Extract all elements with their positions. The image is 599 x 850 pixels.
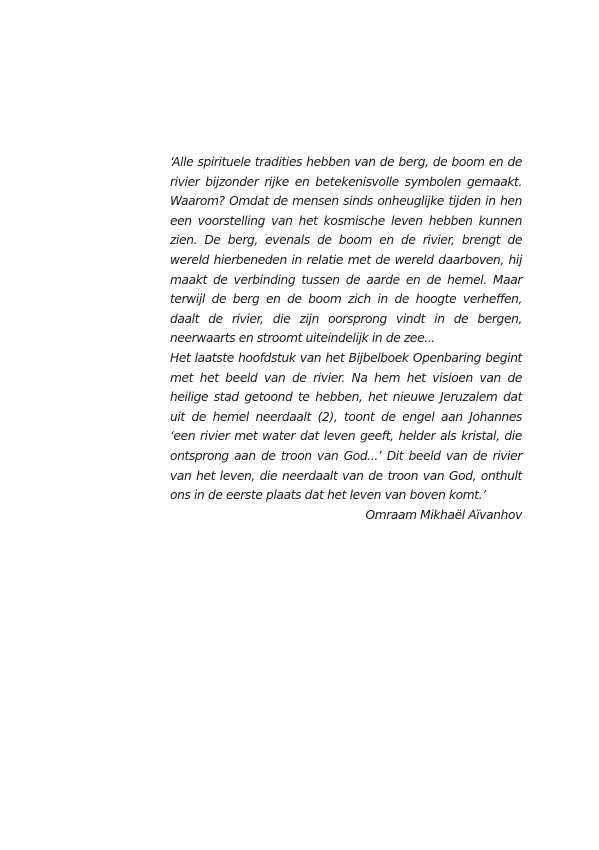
quote-paragraph-1: ‘Alle spirituele tradities hebben van de berg, de boom en de rivier bijzonder rijke en betekenisvolle symbolen gemaakt. Waarom? Omdat de mensen sinds onheuglijke tijden in hen een voorstelling van het kosmische leven hebben kunnen zien. De berg, evenals de boom en de rivier, brengt de wereld hierbeneden in relatie met de wereld daarboven, hij maakt de verbinding tussen de aarde en de hemel. Maar terwijl de berg en de boom zich in de hoogte verheffen, daalt de rivier, die zijn oorsprong vindt in de bergen, neerwaarts en stroomt uiteindelijk in de zee...: [170, 155, 522, 346]
quote-author: Omraam Mikhaël Aïvanhov: [365, 507, 522, 522]
quote-block: [170, 153, 522, 525]
quote-paragraph-2: Het laatste hoofdstuk van het Bijbelboek Openbaring begint met het beeld van de rivier. Na hem het visioen van de heilige stad getoond te hebben, het nieuwe Jeruzalem dat uit de hemel neerdaalt (2), toont de engel aan Johannes ‘een rivier met water dat leven geeft, helder als kristal, die ontsprong aan de troon van God...’ Dit beeld van de rivier van het leven, die neerdaalt van de troon van God, onthult ons in de eerste plaats dat het leven van boven komt.’: [170, 350, 522, 503]
